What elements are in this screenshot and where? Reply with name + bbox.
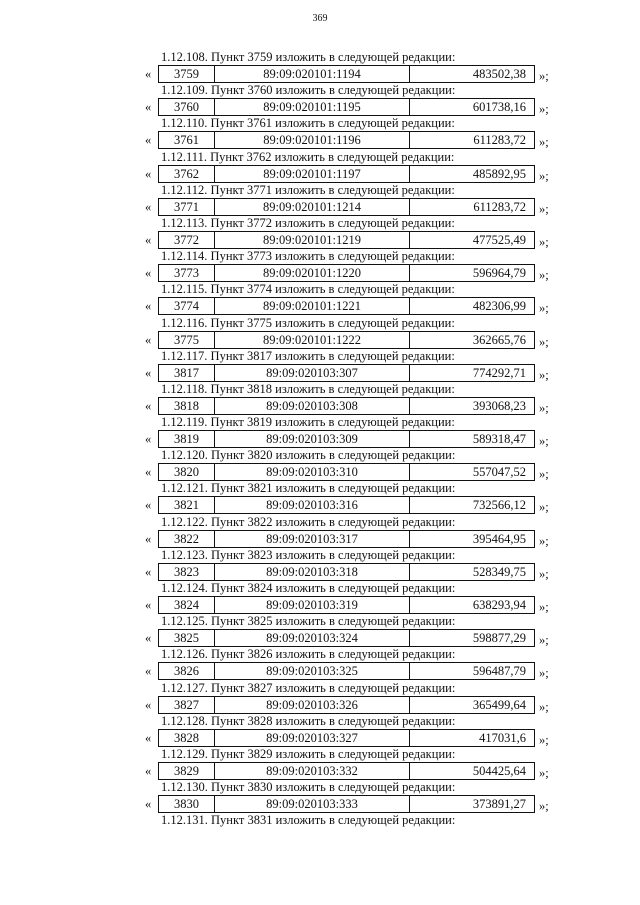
replacement-row (0, 430, 640, 448)
cell-item-number: 3826 (159, 663, 215, 679)
replacement-table (158, 165, 535, 183)
cell-value: 417031,6 (479, 730, 526, 745)
quote-close: »; (539, 699, 549, 714)
quote-close: »; (539, 600, 549, 614)
replacement-table (158, 596, 535, 614)
cell-item-number: 3818 (159, 398, 215, 414)
replacement-table (158, 463, 535, 481)
quote-open: « (145, 697, 152, 712)
quote-close: »; (539, 69, 549, 83)
amendment-instruction: 1.12.109. Пункт 3760 изложить в следующей редакции: (161, 83, 456, 98)
replacement-table (158, 231, 535, 249)
replacement-row (0, 364, 640, 382)
replacement-table (158, 198, 535, 216)
quote-close: »; (539, 500, 549, 515)
quote-open: « (145, 531, 152, 546)
cell-cadastral-number: 89:09:020101:1197 (215, 166, 410, 182)
cell-item-number: 3761 (159, 132, 215, 148)
cell-value: 485892,95 (472, 166, 526, 181)
cell-value: 362665,76 (472, 332, 526, 347)
amendment-instruction: 1.12.127. Пункт 3827 изложить в следующей редакции: (161, 680, 456, 695)
replacement-table (158, 65, 535, 83)
replacement-table (158, 430, 535, 448)
cell-cadastral-number: 89:09:020101:1194 (215, 66, 410, 82)
replacement-row (0, 662, 640, 680)
cell-value: 598877,29 (472, 631, 526, 646)
cell-value: 393068,23 (472, 398, 526, 413)
quote-close: »; (539, 533, 549, 548)
amendment-entry (0, 481, 640, 514)
cell-cadastral-number: 89:09:020103:308 (215, 398, 410, 414)
amendment-entry (0, 83, 640, 116)
replacement-row (0, 696, 640, 714)
replacement-row (0, 297, 640, 315)
replacement-row (0, 231, 640, 249)
cell-item-number: 3824 (159, 597, 215, 613)
amendment-entry (0, 647, 640, 680)
cell-item-number: 3821 (159, 497, 215, 513)
cell-value: 528349,75 (472, 564, 526, 579)
amendment-instruction: 1.12.110. Пункт 3761 изложить в следующей редакции: (161, 116, 455, 131)
cell-cadastral-number: 89:09:020101:1221 (215, 298, 410, 314)
amendment-instruction: 1.12.114. Пункт 3773 изложить в следующей редакции: (161, 249, 455, 264)
cell-value: 638293,94 (472, 598, 526, 612)
quote-close: »; (539, 633, 549, 648)
amendment-entry (0, 150, 640, 183)
replacement-row (0, 98, 640, 116)
amendment-instruction: 1.12.117. Пункт 3817 изложить в следующей редакции: (161, 348, 455, 363)
replacement-row (0, 165, 640, 183)
cell-value: 482306,99 (472, 299, 526, 314)
quote-open: « (145, 266, 152, 281)
quote-open: « (145, 299, 152, 314)
replacement-row (0, 729, 640, 747)
cell-item-number: 3759 (159, 66, 215, 82)
cell-value: 596487,79 (472, 664, 526, 679)
quote-open: « (145, 465, 152, 480)
replacement-row (0, 762, 640, 780)
cell-cadastral-number: 89:09:020103:317 (215, 531, 410, 547)
replacement-row (0, 795, 640, 813)
cell-item-number: 3823 (159, 564, 215, 580)
quote-close: »; (539, 367, 549, 382)
replacement-table (158, 696, 535, 714)
amendment-instruction: 1.12.121. Пункт 3821 изложить в следующей редакции: (161, 481, 456, 496)
replacement-row (0, 596, 640, 614)
amendment-entry (0, 614, 640, 647)
quote-close: »; (539, 334, 549, 349)
amendment-instruction: 1.12.116. Пункт 3775 изложить в следующей редакции: (161, 315, 455, 330)
amendment-entry (0, 249, 640, 282)
amendment-entry (0, 780, 640, 813)
amendment-entry (0, 382, 640, 415)
amendment-entry (0, 349, 640, 382)
cell-cadastral-number: 89:09:020101:1214 (215, 199, 410, 215)
amendment-entry (0, 448, 640, 481)
amendment-entry (0, 216, 640, 249)
cell-item-number: 3772 (159, 232, 215, 248)
cell-value: 601738,16 (472, 100, 526, 115)
quote-close: »; (539, 799, 549, 814)
replacement-table (158, 264, 535, 282)
cell-value: 477525,49 (472, 232, 526, 247)
replacement-table (158, 729, 535, 747)
amendment-instruction: 1.12.125. Пункт 3825 изложить в следующей редакции: (161, 614, 456, 629)
cell-value: 774292,71 (472, 365, 526, 380)
amendment-instruction: 1.12.108. Пункт 3759 изложить в следующей редакции: (161, 50, 456, 64)
cell-cadastral-number: 89:09:020101:1222 (215, 332, 410, 348)
cell-value: 557047,52 (472, 465, 526, 480)
quote-open: « (145, 763, 152, 778)
cell-cadastral-number: 89:09:020103:318 (215, 564, 410, 580)
quote-open: « (145, 67, 152, 81)
replacement-table (158, 331, 535, 349)
quote-close: »; (539, 102, 549, 117)
quote-open: « (145, 797, 152, 812)
quote-open: « (145, 432, 152, 447)
amendment-entry (0, 183, 640, 216)
replacement-row (0, 264, 640, 282)
cell-cadastral-number: 89:09:020103:332 (215, 763, 410, 779)
amendment-entry (0, 316, 640, 349)
amendment-entry (0, 714, 640, 747)
quote-close: »; (539, 168, 549, 183)
document-body (0, 50, 640, 828)
amendment-instruction: 1.12.111. Пункт 3762 изложить в следующей редакции: (161, 149, 455, 164)
quote-open: « (145, 166, 152, 181)
cell-value: 732566,12 (472, 498, 526, 513)
amendment-instruction: 1.12.122. Пункт 3822 изложить в следующей редакции: (161, 514, 456, 529)
amendment-entry (0, 282, 640, 315)
amendment-entry (0, 548, 640, 581)
amendment-entry-final (0, 813, 640, 828)
quote-close: »; (539, 566, 549, 581)
cell-cadastral-number: 89:09:020103:326 (215, 697, 410, 713)
amendment-instruction: 1.12.130. Пункт 3830 изложить в следующей редакции: (161, 780, 456, 795)
cell-item-number: 3822 (159, 531, 215, 547)
cell-cadastral-number: 89:09:020103:307 (215, 365, 410, 381)
cell-item-number: 3827 (159, 697, 215, 713)
cell-cadastral-number: 89:09:020103:327 (215, 730, 410, 746)
quote-close: »; (539, 434, 549, 449)
amendment-instruction: 1.12.131. Пункт 3831 изложить в следующей редакции: (161, 813, 456, 828)
cell-value: 589318,47 (472, 432, 526, 447)
amendment-entry (0, 515, 640, 548)
quote-open: « (145, 564, 152, 579)
replacement-table (158, 397, 535, 415)
cell-value: 365499,64 (472, 697, 526, 712)
replacement-row (0, 331, 640, 349)
replacement-table (158, 98, 535, 116)
replacement-table (158, 563, 535, 581)
amendment-instruction: 1.12.120. Пункт 3820 изложить в следующей редакции: (161, 448, 456, 463)
quote-close: »; (539, 234, 549, 249)
replacement-row (0, 463, 640, 481)
quote-close: »; (539, 732, 549, 747)
replacement-table (158, 530, 535, 548)
cell-item-number: 3819 (159, 431, 215, 447)
replacement-table (158, 297, 535, 315)
quote-open: « (145, 730, 152, 745)
amendment-entry (0, 747, 640, 780)
quote-open: « (145, 398, 152, 413)
replacement-row (0, 629, 640, 647)
amendment-entry (0, 116, 640, 149)
replacement-table (158, 496, 535, 514)
amendment-entry (0, 415, 640, 448)
amendment-instruction: 1.12.112. Пункт 3771 изложить в следующей редакции: (161, 182, 455, 197)
cell-value: 395464,95 (472, 531, 526, 546)
cell-cadastral-number: 89:09:020101:1195 (215, 99, 410, 115)
replacement-table (158, 662, 535, 680)
quote-close: »; (539, 301, 549, 316)
cell-cadastral-number: 89:09:020103:319 (215, 597, 410, 613)
cell-value: 373891,27 (472, 797, 526, 812)
cell-value: 596964,79 (472, 266, 526, 281)
quote-close: »; (539, 400, 549, 415)
amendment-instruction: 1.12.113. Пункт 3772 изложить в следующей редакции: (161, 215, 455, 230)
replacement-table (158, 629, 535, 647)
amendment-instruction: 1.12.115. Пункт 3774 изложить в следующей редакции: (161, 282, 455, 297)
quote-close: »; (539, 268, 549, 283)
cell-cadastral-number: 89:09:020103:324 (215, 630, 410, 646)
replacement-table (158, 762, 535, 780)
replacement-row (0, 530, 640, 548)
replacement-table (158, 795, 535, 813)
replacement-row (0, 131, 640, 149)
replacement-table (158, 364, 535, 382)
replacement-row (0, 65, 640, 83)
replacement-table (158, 131, 535, 149)
quote-open: « (145, 664, 152, 679)
cell-cadastral-number: 89:09:020103:316 (215, 497, 410, 513)
quote-open: « (145, 332, 152, 347)
cell-item-number: 3774 (159, 298, 215, 314)
cell-item-number: 3825 (159, 630, 215, 646)
amendment-instruction: 1.12.128. Пункт 3828 изложить в следующей редакции: (161, 713, 456, 728)
quote-open: « (145, 199, 152, 214)
quote-open: « (145, 498, 152, 513)
quote-close: »; (539, 666, 549, 681)
cell-item-number: 3829 (159, 763, 215, 779)
quote-close: »; (539, 201, 549, 216)
cell-cadastral-number: 89:09:020101:1219 (215, 232, 410, 248)
cell-value: 504425,64 (472, 763, 526, 778)
cell-item-number: 3771 (159, 199, 215, 215)
quote-open: « (145, 133, 152, 148)
amendment-instruction: 1.12.119. Пункт 3819 изложить в следующей редакции: (161, 415, 455, 430)
cell-cadastral-number: 89:09:020103:310 (215, 464, 410, 480)
quote-close: »; (539, 135, 549, 150)
cell-value: 611283,72 (473, 133, 526, 148)
cell-item-number: 3828 (159, 730, 215, 746)
replacement-row (0, 496, 640, 514)
amendment-instruction: 1.12.126. Пункт 3826 изложить в следующей редакции: (161, 647, 456, 662)
cell-cadastral-number: 89:09:020101:1196 (215, 132, 410, 148)
replacement-row (0, 397, 640, 415)
amendment-instruction: 1.12.129. Пункт 3829 изложить в следующей редакции: (161, 746, 456, 761)
amendment-entry (0, 581, 640, 614)
cell-item-number: 3820 (159, 464, 215, 480)
amendment-instruction: 1.12.124. Пункт 3824 изложить в следующей редакции: (161, 581, 456, 595)
amendment-entry (0, 681, 640, 714)
quote-open: « (145, 232, 152, 247)
quote-open: « (145, 365, 152, 380)
amendment-entry (0, 50, 640, 83)
cell-value: 611283,72 (473, 199, 526, 214)
quote-open: « (145, 598, 152, 612)
replacement-row (0, 198, 640, 216)
page-number: 369 (312, 13, 328, 24)
amendment-instruction: 1.12.118. Пункт 3818 изложить в следующей редакции: (161, 381, 455, 396)
cell-item-number: 3830 (159, 796, 215, 812)
cell-item-number: 3762 (159, 166, 215, 182)
replacement-row (0, 563, 640, 581)
quote-close: »; (539, 467, 549, 482)
cell-cadastral-number: 89:09:020103:325 (215, 663, 410, 679)
cell-item-number: 3775 (159, 332, 215, 348)
amendment-instruction: 1.12.123. Пункт 3823 изложить в следующей редакции: (161, 547, 456, 562)
cell-item-number: 3760 (159, 99, 215, 115)
cell-item-number: 3773 (159, 265, 215, 281)
cell-cadastral-number: 89:09:020103:333 (215, 796, 410, 812)
quote-open: « (145, 100, 152, 115)
quote-close: »; (539, 765, 549, 780)
cell-cadastral-number: 89:09:020103:309 (215, 431, 410, 447)
cell-value: 483502,38 (472, 67, 526, 81)
cell-item-number: 3817 (159, 365, 215, 381)
quote-open: « (145, 631, 152, 646)
cell-cadastral-number: 89:09:020101:1220 (215, 265, 410, 281)
